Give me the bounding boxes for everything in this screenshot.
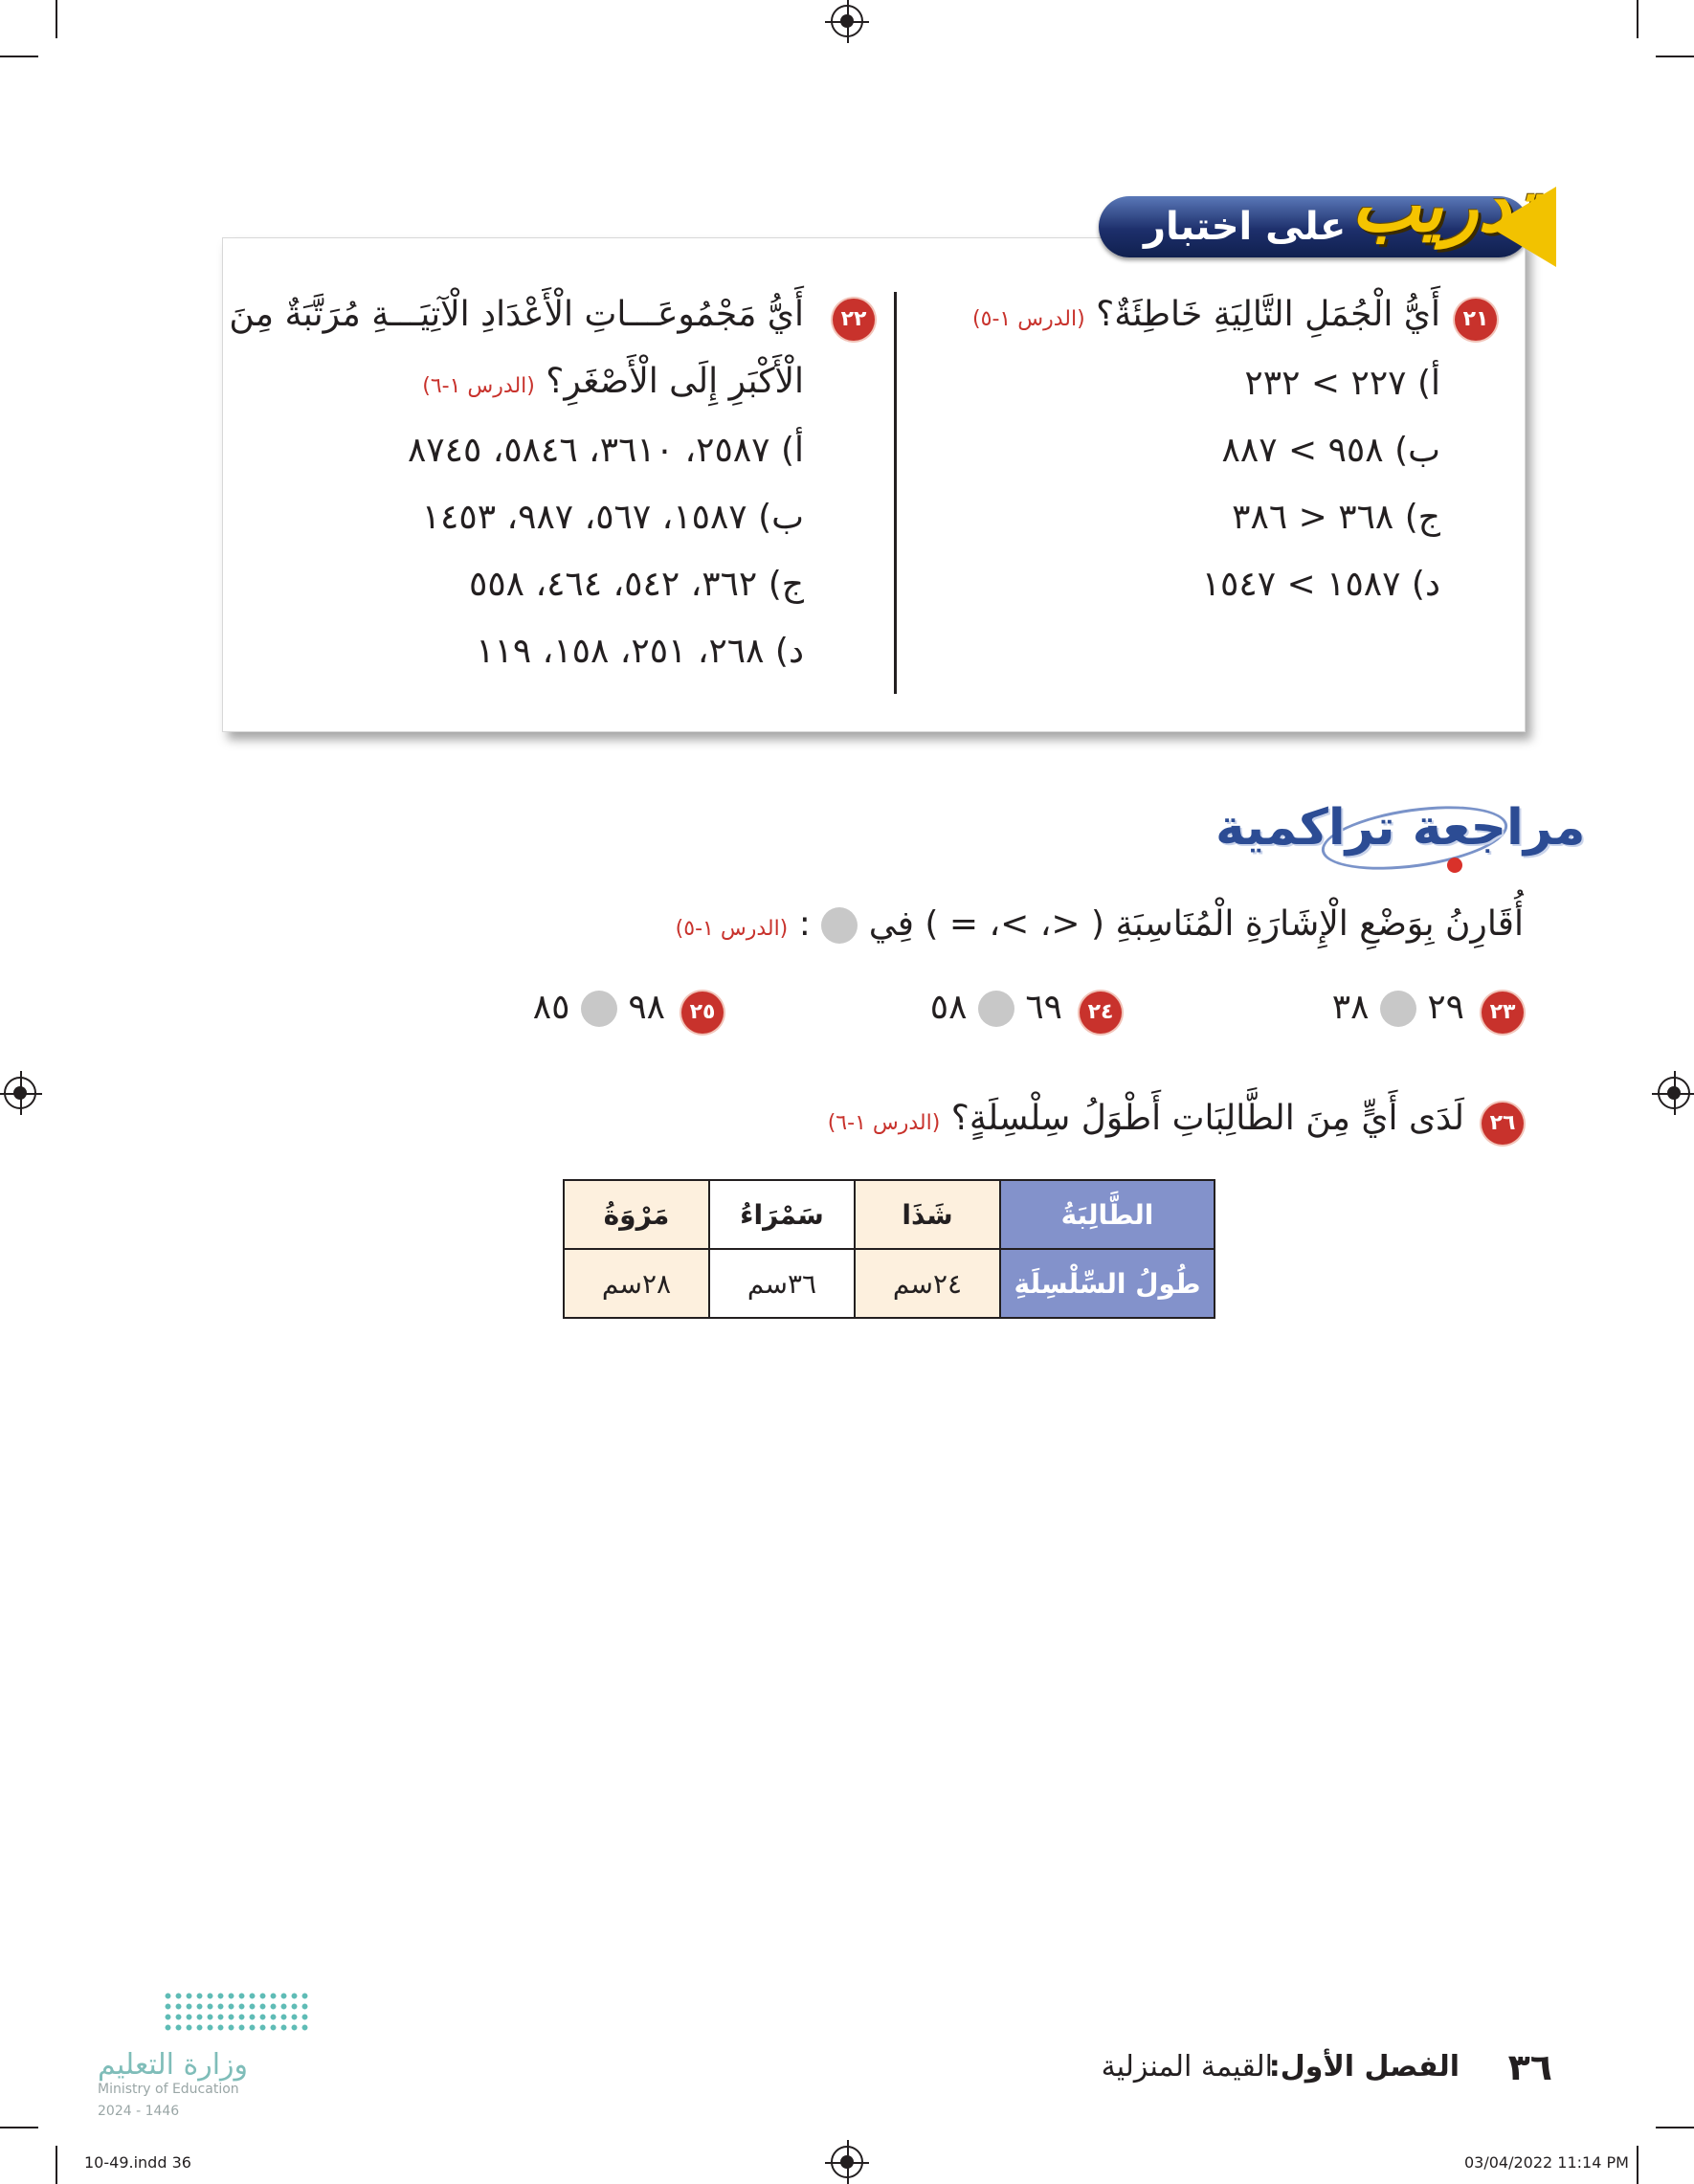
lesson-reference: (الدرس ١-٦) bbox=[827, 1111, 941, 1135]
table-cell: ٢٤سم bbox=[855, 1249, 1000, 1318]
banner-arrow-icon bbox=[1489, 187, 1556, 267]
table-header: الطَّالِبَةُ bbox=[1000, 1180, 1215, 1249]
crop-mark bbox=[56, 2146, 57, 2184]
crop-mark bbox=[0, 2127, 38, 2128]
crop-mark bbox=[56, 0, 57, 38]
question-22-text-line2: الْأَكْبَرِ إِلَى الْأَصْغَرِ؟ (الدرس ١-٦) bbox=[422, 362, 804, 401]
compare-item-23: ٢٩ ٣٨ bbox=[1331, 988, 1464, 1027]
option-c: ج) ٣٦٨ < ٣٨٦ bbox=[1232, 498, 1440, 537]
registration-mark-icon bbox=[4, 1077, 36, 1109]
table-row bbox=[564, 1180, 1215, 1249]
question-number-24: ٢٤ bbox=[1080, 992, 1122, 1034]
question-22-text-line1: أَيُّ مَجْمُوعَـــاتِ الْأَعْدَادِ الْآتِيَـــةِ مُرَتَّبَةٌ مِنَ bbox=[229, 295, 804, 334]
section-title: مراجعة تراكمية bbox=[1215, 799, 1586, 857]
registration-mark-icon bbox=[831, 5, 863, 37]
blank-circle-icon bbox=[1380, 991, 1416, 1027]
crop-mark bbox=[1656, 56, 1694, 57]
option-d: د) ١٥٨٧ > ١٥٤٧ bbox=[1201, 565, 1440, 604]
ministry-name-en: Ministry of Education bbox=[98, 2082, 239, 2097]
option-d: د) ٢٦٨، ٢٥١، ١٥٨، ١١٩ bbox=[476, 632, 804, 671]
question-number-25: ٢٥ bbox=[681, 992, 724, 1034]
orbit-dot-decoration bbox=[1447, 858, 1462, 873]
ministry-logo-icon bbox=[163, 1991, 311, 2035]
chapter-title: القيمة المنزلية bbox=[1101, 2050, 1273, 2084]
lesson-reference: (الدرس ١-٥) bbox=[675, 917, 789, 941]
question-number-22: ٢٢ bbox=[833, 299, 875, 341]
chain-length-table bbox=[563, 1179, 1215, 1319]
banner-title: تدريب bbox=[1351, 163, 1537, 248]
review-instruction: أُقَارِنُ بِوَضْعِ الْإِشَارَةِ الْمُنَاسِبَةِ ( <، >، = ) فِي : (الدرس ١-٥) bbox=[675, 904, 1524, 944]
table-cell: ٣٦سم bbox=[709, 1249, 855, 1318]
question-number-21: ٢١ bbox=[1455, 299, 1497, 341]
table-cell: شَذَا bbox=[855, 1180, 1000, 1249]
chapter-label: الفصل الأول: bbox=[1268, 2050, 1460, 2084]
ministry-name-ar: وزارة التعليم bbox=[98, 2048, 249, 2082]
option-a: أ) ٢٥٨٧، ٣٦١٠، ٥٨٤٦، ٨٧٤٥ bbox=[407, 431, 804, 470]
table-row bbox=[564, 1249, 1215, 1318]
date-slug: 03/04/2022 11:14 PM bbox=[1464, 2153, 1629, 2172]
blank-circle-icon bbox=[821, 907, 858, 944]
option-c: ج) ٣٦٢، ٥٤٢، ٤٦٤، ٥٥٨ bbox=[469, 565, 804, 604]
option-b: ب) ١٥٨٧، ٥٦٧، ٩٨٧، ١٤٥٣ bbox=[421, 498, 804, 537]
blank-circle-icon bbox=[581, 991, 617, 1027]
table-cell: ٢٨سم bbox=[564, 1249, 709, 1318]
option-a: أ) ٢٢٧ > ٢٣٢ bbox=[1244, 364, 1440, 403]
option-b: ب) ٩٥٨ > ٨٨٧ bbox=[1221, 431, 1440, 470]
table-cell: مَرْوَةُ bbox=[564, 1180, 709, 1249]
crop-mark bbox=[1637, 0, 1638, 38]
question-number-26: ٢٦ bbox=[1482, 1103, 1524, 1145]
question-number-23: ٢٣ bbox=[1482, 992, 1524, 1034]
banner-subtitle: على اختبار bbox=[1144, 205, 1347, 249]
lesson-reference: (الدرس ١-٥) bbox=[972, 307, 1085, 331]
blank-circle-icon bbox=[978, 991, 1014, 1027]
lesson-reference: (الدرس ١-٦) bbox=[422, 374, 535, 398]
table-cell: سَمْرَاءُ bbox=[709, 1180, 855, 1249]
ministry-year: 2024 - 1446 bbox=[98, 2104, 180, 2119]
registration-mark-icon bbox=[1658, 1077, 1690, 1109]
registration-mark-icon bbox=[831, 2146, 863, 2178]
table-header: طُولُ السِّلْسِلَةِ bbox=[1000, 1249, 1215, 1318]
page-number: ٣٦ bbox=[1507, 2046, 1552, 2088]
compare-item-25: ٩٨ ٨٥ bbox=[532, 988, 665, 1027]
crop-mark bbox=[1656, 2127, 1694, 2128]
question-21-text: أَيُّ الْجُمَلِ التَّالِيَةِ خَاطِئَةٌ؟ (الدرس ١-٥) bbox=[972, 295, 1440, 334]
compare-item-24: ٦٩ ٥٨ bbox=[929, 988, 1062, 1027]
crop-mark bbox=[0, 56, 38, 57]
crop-mark bbox=[1637, 2146, 1638, 2184]
column-divider bbox=[894, 292, 897, 694]
file-slug: 10-49.indd 36 bbox=[84, 2153, 191, 2172]
question-26-text: لَدَى أَيٍّ مِنَ الطَّالِبَاتِ أَطْوَلُ سِلْسِلَةٍ؟ (الدرس ١-٦) bbox=[827, 1099, 1464, 1138]
